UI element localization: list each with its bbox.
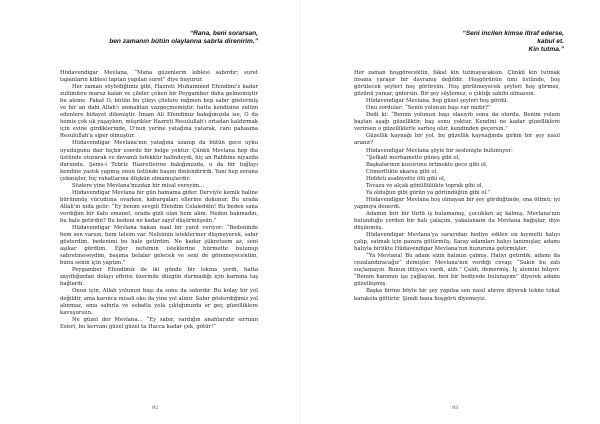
page-gutter <box>299 0 301 424</box>
right-epigraph-line-1: “Seni incilen kimse itiraf ederse, kabul et. <box>462 30 564 45</box>
paragraph: Hüdavendigar Mevlana, “Mana güzenlerin kiblesi sabırdır; suret tapanların kiblesi taptan yapılan suret” diye buyurur. <box>60 70 258 84</box>
left-page-number: 92 <box>152 405 159 411</box>
left-epigraph-line-1: “Rana, beni sorarsan, <box>189 30 258 37</box>
paragraph: Peygamber Efendimiz de iki günde bir lokma yerdi, hatta zayıflığından dolayı efbrisi üzerinde düzgün durmadığı için karnına taş bağlardı. <box>60 267 258 288</box>
poem-line: “Şefkati merhamette güneş gibi ol, <box>366 154 460 161</box>
right-epigraph <box>460 30 564 54</box>
paragraph: Onu sordular: “Senin yolunun başı var midir?” <box>366 105 491 112</box>
paragraph: Dedi ki: “Benim yolunun başı olasıydı sonu da olurdu. Benim yolum baştan aşağı güzelliktir, baş sonu yoktur. Kendini ne kadar güzelliklere verirsen o güzelliklerle sarhoş olur, kendinden geçersin.” <box>354 112 560 133</box>
paragraph: Hüdavendigar Mevlana, hep güzel şeyleri hoş gördü. <box>366 98 509 105</box>
paragraph: Hüdavendigar Mevlana'ya sarayıdan hediye edilen en kıymetli halıyı çalıp, satmak için pazara götürmüş. Saray adamları halıyı tanımışlar, adamı halıyla birlikte Hüdavendigar Mevlana'nın huzuruna getirmişler. <box>354 232 560 253</box>
left-epigraph <box>60 30 258 46</box>
paragraph: Her zaman söylediğimiz gibi, Hazreti Muhammed Efendimi'z kadar zulümlere maruz kalan ve çileler çeken bir Peygamber daha gelmemiştir bu aleme. Fakat O, bütün bu çileyi çilelere rağmen hep sabır göstermiş ve bir an dahi Allah'ı unmaktan vazgeçmemiştir, hatta kendisine zulüm edenlere hidayet dilemiştir. İmam Ali Efendimiz bakığımızda ise, O da hemiz çok uk yaşayken, müşrikler Hazreti Resulullah'ı ortadan kaldırmak için evine girdiklerinde, O'nun yerine yatağına yatarak, canı pahasına Resulullah'a siper olmuştur. <box>60 84 258 140</box>
paragraph: Güzellik kaynağı bir yol, bu güzellik kaynağında girkin bir şey nasıl aranır? <box>354 133 560 147</box>
paragraph: Ne güzel der Mevlana… “Ey sabır, vardığın anahtarıdır sırrının Esisri, bu kervanı güzel güzel ta Hacca kadar çek, götür!” <box>60 316 258 330</box>
poem-line: Tevazu ve alçak gönüllülükte toprak gibi ol, <box>366 182 484 189</box>
right-epigraph-line-2: Kin tutma.” <box>528 46 564 53</box>
paragraph: Sözlere yine Mevlana'mızdan bir misal vereyim… <box>72 182 205 189</box>
poem-line: Başkalarının kusurunu örtmekte gece gibi ol, <box>366 161 488 168</box>
paragraph: Hüdavendigar Mevlana bir gün hamama gider. Derviyle kemik haline bürünmüş vücuduna ovarken, kaburgaları ellerine dokunur. Bu urada Allah'ın nida gelir: “Ey benim sevgili Efendim Celaleddin! Bu beden sana verdiğim bir ilahi emanet, orada gizli olan hem alım. Neden bakmadın, bu hale getirdin? Bu bedeni ne kadar zayıf düşürmüşsün.” <box>60 189 258 224</box>
left-body-text <box>60 70 258 331</box>
paragraph: Her zaman hoşgörecektin, fakat kin tutmayacaksın. Çünkü kin tutmak insana yaraşır bir davranış değildir. Hoşgörünün ümi üstünde, hoş görülecek şeyleri hoş görürsün. Hoş görülmeyecek şeyleri hoş görmez, gözünü yumar, gidersin. Bir şey söylemez, o çıktığı sahibi olmazsın. <box>354 70 560 98</box>
paragraph: Hüdavendigar Mevlana bakan naal bir yanıt veriyor: “Bedeninde hem sen varsın, hem telsim var. Nefsimin istekleriner düşmeyerek, sabır gösterdim, bedenimi bu hale getirdim. Ne kadar şükretsem az, seni aşıkar gördüm. Eğer nefsimin isteklerine hürmette bulunup sabretmeseydim, başıma belalar gelecek ve seni de göremeyecektim, bunu senin için yaptım.” <box>60 225 258 267</box>
paragraph: Adamın biri bir türlü iş bulamamış, çocukları aç kalmış. Mevlana'nın bulunduğu yerden bir halı çalaçım, yakalanaım da Mevlana bağışlar, diye düşünmüş. <box>354 210 560 232</box>
right-page-number: 93 <box>452 405 459 411</box>
left-epigraph-line-2: ben zamanın bütün olaylanna sabrla direnirim.” <box>109 38 258 45</box>
paragraph: Hüdavendigar Mevlana hoş olmayan bir şey gördüğünde, ona öttmü; iyi yapmıya denerdi. <box>354 196 560 210</box>
paragraph: Hüdavendigar Mevlana'nın yatağına uzanıp da bütün gece uyku uyudugunu dair hiçbir eserde bir belge yoktur. Çünkü Mevlana hep dia üstünde oturarak ve devamlı tefekkür halindeydi, hiç an Rabbine niyazda durundu. Şems-i Tebriz Hazretlerine bakığımızda, o da bir tuğlayı kendine yastık yapmış onun üstünde başını dinlendirirdi. Yani hep zorana çekmişler, hiç rahatlarına düşkün olmamışlardır. <box>60 140 258 182</box>
poem-line: Cömertlikte akarsu gibi ol, <box>366 168 438 175</box>
right-page <box>300 0 600 424</box>
poem-line: Ya olduğun gibi görün ya göründüğün gibi ol.” <box>366 189 491 196</box>
paragraph: Hüdavendigar Mevlana şöyle bir seslenişte bulunuyor: <box>366 147 513 154</box>
poem-line: Hiddeti asabiyette ölü gibi ol, <box>366 175 446 182</box>
paragraph: Onun için, Allah yolunun başı da sonu da sabırdır. Bu kolay bir yol değildir, ama karınca misali oku da yine yol alınır. Sabır gösterdiğimiz yol alınmaz, ama sabırla ve sebatla yola çıktığımızda er geç güzelliklere kavuşursun. <box>60 288 258 316</box>
paragraph: “Ya Mevlana! Bu adam sizin halınızı çalmış. Halıyı getirdik, adamı da cezalandıracağız” demişler. Mevlana'nın verdiği cevap; “Sakın bu zatı suçlamayın. Bunun ihtiyacı vardı, aldı.” Çaldı, demermiş. İç alemini bilıyor. “Benim hanımın işe yağlayan, ben bir hediyede bulunayım” diyerek adamı güzelleşmiş. <box>354 253 560 288</box>
paragraph: Başka birine böyle bir şey yapılsa sen nasıl ahrıve diyerek tekne tokat karakola götürür. Şimdi bana hoşgörü diyemeyiz. <box>354 288 560 302</box>
right-body-text <box>354 70 560 303</box>
